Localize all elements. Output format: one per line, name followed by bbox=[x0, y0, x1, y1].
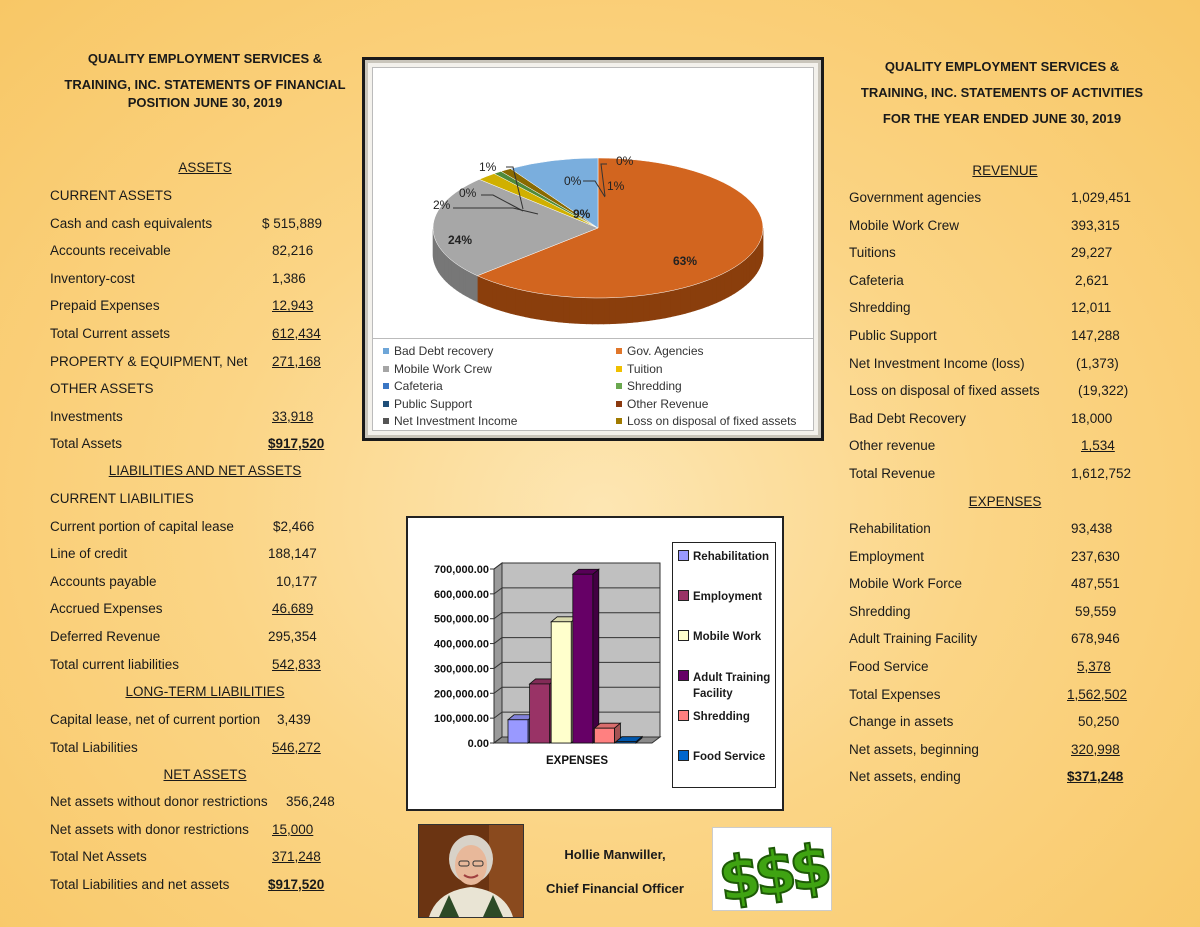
row-label: Line of credit bbox=[50, 546, 128, 562]
gov-agencies-slice-side bbox=[713, 277, 717, 305]
gov-agencies-slice-side bbox=[744, 259, 747, 287]
legend-label: Tuition bbox=[627, 361, 663, 376]
row-label: Mobile Work Force bbox=[849, 576, 963, 592]
row-label: Net assets, ending bbox=[849, 769, 961, 785]
legend-swatch bbox=[383, 366, 389, 372]
gov-agencies-slice-side bbox=[553, 295, 559, 322]
legend-label: Gov. Agencies bbox=[627, 344, 704, 358]
row-label: Rehabilitation bbox=[849, 521, 931, 536]
right-title-line2: TRAINING, INC. STATEMENTS OF ACTIVITIES bbox=[860, 85, 1144, 100]
gov-agencies-slice-side bbox=[717, 275, 721, 303]
bar-legend-item bbox=[678, 750, 765, 763]
legend-swatch bbox=[616, 418, 622, 424]
row-label: CURRENT LIABILITIES bbox=[50, 491, 194, 506]
mobile-work-crew-slice-side bbox=[444, 253, 446, 281]
row-label: Net assets with donor restrictions bbox=[50, 821, 249, 837]
row-label: Accrued Expenses bbox=[50, 601, 163, 617]
gov-agencies-slice-side bbox=[728, 269, 731, 297]
gov-agencies-slice-side bbox=[586, 298, 592, 324]
row-label: Current portion of capital lease bbox=[50, 518, 234, 534]
gov-agencies-slice-side bbox=[731, 267, 734, 295]
legend-label: Adult Training Facility bbox=[693, 672, 771, 700]
gov-agencies-slice-side bbox=[681, 287, 686, 314]
gov-agencies-slice-side bbox=[526, 291, 531, 318]
gov-agencies-slice-side bbox=[592, 298, 598, 324]
row-label: Cafeteria bbox=[849, 272, 904, 288]
right-title-line1: QUALITY EMPLOYMENT SERVICES & bbox=[884, 59, 1120, 74]
gov-agencies-slice-side bbox=[506, 286, 511, 313]
pie-chart-graphic bbox=[373, 68, 819, 338]
legend-label: Shredding bbox=[627, 379, 682, 394]
pie-legend-item bbox=[616, 397, 708, 411]
pie-legend-item bbox=[383, 379, 443, 393]
gov-agencies-slice-side bbox=[627, 296, 633, 322]
pie-slice-label: 1% bbox=[479, 160, 497, 174]
legend-swatch bbox=[678, 750, 689, 761]
mobile-work-crew-slice-side bbox=[463, 268, 466, 296]
left-title-line3: POSITION JUNE 30, 2019 bbox=[127, 95, 283, 110]
y-tick-label: 400,000.00 bbox=[433, 638, 489, 651]
row-value: 5,378 bbox=[1077, 659, 1111, 674]
row-value: 612,434 bbox=[272, 326, 321, 341]
row-label: Shredding bbox=[849, 603, 911, 619]
gov-agencies-slice-side bbox=[751, 252, 753, 280]
row-label: Accounts receivable bbox=[50, 243, 171, 259]
pie-legend-item bbox=[616, 414, 796, 428]
pie-slice-label: 9% bbox=[573, 207, 591, 221]
legend-swatch bbox=[678, 670, 689, 681]
gov-agencies-slice-side bbox=[610, 298, 616, 324]
row-label: Mobile Work Crew bbox=[849, 217, 960, 233]
legend-label: Mobile Work bbox=[693, 631, 762, 643]
gov-agencies-slice-side bbox=[660, 292, 665, 319]
mobile-work-crew-slice-side bbox=[451, 260, 454, 288]
row-value: 542,833 bbox=[272, 656, 321, 672]
row-label: Government agencies bbox=[849, 190, 982, 205]
row-label: Employment bbox=[849, 548, 925, 564]
gov-agencies-slice-side bbox=[632, 296, 638, 323]
dollar-signs-icon: $$$ bbox=[714, 831, 831, 910]
left-title-line1: QUALITY EMPLOYMENT SERVICES & bbox=[87, 51, 323, 66]
legend-label: Other Revenue bbox=[627, 396, 709, 411]
gov-agencies-slice-side bbox=[670, 290, 675, 317]
gov-agencies-slice-side bbox=[638, 295, 644, 322]
gov-agencies-slice-side bbox=[516, 289, 521, 316]
gov-agencies-slice-side bbox=[488, 280, 492, 308]
gov-agencies-slice-side bbox=[547, 295, 553, 322]
gov-agencies-slice-side bbox=[735, 265, 738, 293]
expenses-bar-chart bbox=[406, 516, 784, 811]
legend-swatch bbox=[616, 348, 622, 354]
pie-slice-label: 0% bbox=[459, 186, 477, 200]
gov-agencies-slice-side bbox=[724, 271, 728, 299]
row-label: Total current liabilities bbox=[50, 656, 180, 672]
legend-swatch bbox=[383, 383, 389, 389]
row-label: Inventory-cost bbox=[50, 270, 135, 286]
portrait-image bbox=[419, 825, 523, 917]
row-value: $371,248 bbox=[1067, 769, 1124, 785]
row-label: Total Expenses bbox=[849, 686, 941, 702]
row-label: Bad Debt Recovery bbox=[849, 410, 967, 426]
row-value: 237,630 bbox=[1071, 548, 1120, 564]
y-tick-label: 200,000.00 bbox=[433, 688, 489, 701]
pie-legend-item bbox=[383, 344, 493, 358]
row-value: 371,248 bbox=[272, 849, 321, 865]
revenue-heading: REVENUE bbox=[972, 163, 1038, 178]
gov-agencies-slice-side bbox=[598, 298, 604, 324]
row-value: 10,177 bbox=[276, 573, 318, 589]
legend-swatch bbox=[678, 630, 689, 641]
row-label: Shredding bbox=[849, 300, 911, 316]
gov-agencies-slice-side bbox=[542, 294, 547, 321]
pie-legend-item bbox=[616, 379, 682, 393]
cfo-photo bbox=[418, 824, 524, 918]
row-value: 271,168 bbox=[272, 353, 321, 369]
pie-slice-label: 2% bbox=[433, 198, 451, 212]
row-value: 50,250 bbox=[1078, 714, 1120, 730]
pie-legend-item bbox=[616, 362, 663, 376]
row-value: 295,354 bbox=[268, 629, 317, 644]
left-title-line2: TRAINING, INC. STATEMENTS OF FINANCIAL bbox=[64, 77, 346, 92]
bar-legend-item bbox=[678, 710, 750, 723]
cfo-caption bbox=[530, 838, 700, 906]
row-label: Net assets, beginning bbox=[849, 741, 979, 757]
long-term-liabilities-heading: LONG-TERM LIABILITIES bbox=[125, 684, 285, 699]
row-label: Net assets without donor restrictions bbox=[50, 794, 268, 809]
gov-agencies-slice-side bbox=[558, 296, 564, 323]
mobile-work-crew-slice-side bbox=[454, 262, 457, 290]
row-value: 147,288 bbox=[1071, 328, 1120, 343]
gov-agencies-slice-side bbox=[581, 298, 587, 324]
row-label: Prepaid Expenses bbox=[50, 298, 160, 314]
gov-agencies-slice-side bbox=[604, 298, 610, 324]
y-tick-label: 600,000.00 bbox=[433, 588, 489, 601]
y-tick-label: 100,000.00 bbox=[433, 713, 489, 726]
liabilities-heading: LIABILITIES AND NET ASSETS bbox=[108, 463, 302, 478]
row-value: 1,029,451 bbox=[1071, 190, 1132, 205]
legend-swatch bbox=[383, 418, 389, 424]
legend-swatch bbox=[678, 590, 689, 601]
plot-side-wall bbox=[494, 563, 502, 743]
gov-agencies-slice-side bbox=[575, 297, 581, 323]
row-value: 393,315 bbox=[1071, 217, 1120, 233]
pie-slice-label: 0% bbox=[616, 154, 634, 168]
mobile-work-crew-slice-side bbox=[470, 272, 474, 300]
bar-mobile-work bbox=[551, 622, 571, 743]
legend-swatch bbox=[383, 401, 389, 407]
row-value: 1,612,752 bbox=[1071, 466, 1132, 481]
row-label: Change in assets bbox=[849, 714, 954, 730]
row-value: 12,943 bbox=[272, 298, 314, 314]
right-title bbox=[852, 54, 1152, 132]
row-value: 487,551 bbox=[1071, 576, 1120, 592]
pie-slice-label: 24% bbox=[448, 233, 473, 247]
legend-label: Food Service bbox=[693, 751, 766, 763]
bar-legend-item bbox=[678, 670, 777, 702]
legend-swatch bbox=[616, 366, 622, 372]
row-value: $ 515,889 bbox=[262, 215, 323, 231]
bar-shredding bbox=[594, 728, 614, 743]
gov-agencies-slice-side bbox=[531, 292, 536, 319]
gov-agencies-slice-side bbox=[569, 297, 575, 323]
legend-swatch bbox=[678, 550, 689, 561]
row-value: 59,559 bbox=[1075, 603, 1117, 619]
row-value: 356,248 bbox=[286, 794, 335, 809]
row-value: 12,011 bbox=[1071, 300, 1112, 316]
row-value: 678,946 bbox=[1071, 631, 1120, 647]
row-value: 188,147 bbox=[268, 546, 317, 562]
row-value: 29,227 bbox=[1071, 245, 1113, 261]
revenue-pie-chart bbox=[362, 57, 824, 441]
y-tick-label: 0.00 bbox=[467, 738, 489, 750]
gov-agencies-slice-side bbox=[654, 293, 659, 320]
legend-label: Loss on disposal of fixed assets bbox=[627, 414, 797, 429]
y-tick-label: 700,000.00 bbox=[433, 564, 489, 576]
y-tick-label: 500,000.00 bbox=[433, 613, 489, 626]
pie-legend-item bbox=[383, 397, 472, 411]
right-title-line3: FOR THE YEAR ENDED JUNE 30, 2019 bbox=[882, 111, 1122, 126]
legend-label: Net Investment Income bbox=[394, 414, 518, 429]
gov-agencies-slice-side bbox=[746, 256, 748, 284]
row-label: Adult Training Facility bbox=[849, 631, 978, 647]
mobile-work-crew-slice-side bbox=[448, 258, 451, 286]
row-label: Investments bbox=[50, 408, 123, 424]
mobile-work-crew-slice-side bbox=[446, 255, 448, 283]
cfo-role: Chief Financial Officer bbox=[546, 881, 684, 896]
pie-slice-label: 63% bbox=[673, 254, 698, 268]
assets-heading: ASSETS bbox=[178, 160, 232, 175]
gov-agencies-slice-side bbox=[708, 278, 712, 306]
gov-agencies-slice-side bbox=[501, 285, 506, 312]
y-tick-label: 300,000.00 bbox=[433, 663, 489, 676]
mobile-work-crew-slice-side bbox=[473, 274, 477, 302]
legend-label: Employment bbox=[693, 591, 763, 603]
row-label: OTHER ASSETS bbox=[50, 381, 154, 397]
row-value: 320,998 bbox=[1071, 741, 1120, 757]
row-value: $917,520 bbox=[268, 436, 325, 452]
row-label: Tuitions bbox=[849, 245, 896, 261]
row-label: Loss on disposal of fixed assets bbox=[849, 383, 1040, 399]
row-label: Total Current assets bbox=[50, 326, 171, 341]
row-value: 3,439 bbox=[277, 712, 311, 727]
row-value: 46,689 bbox=[272, 601, 314, 617]
row-value: 1,386 bbox=[272, 270, 306, 286]
gov-agencies-slice-side bbox=[483, 278, 487, 306]
gov-agencies-slice-side bbox=[690, 285, 695, 312]
row-value: $917,520 bbox=[268, 876, 325, 892]
row-value: $2,466 bbox=[273, 518, 315, 534]
row-value: 546,272 bbox=[272, 739, 321, 755]
legend-label: Public Support bbox=[394, 396, 473, 411]
expenses-heading: EXPENSES bbox=[968, 494, 1042, 509]
mobile-work-crew-slice-side bbox=[466, 270, 470, 298]
gov-agencies-slice-side bbox=[496, 283, 501, 310]
row-label: Deferred Revenue bbox=[50, 629, 161, 644]
bar-food-service bbox=[616, 742, 636, 743]
pie-legend-item bbox=[383, 414, 517, 428]
gov-agencies-slice-side bbox=[749, 254, 751, 282]
legend-swatch bbox=[678, 710, 689, 721]
net-assets-heading: NET ASSETS bbox=[163, 767, 247, 782]
row-label: Capital lease, net of current portion bbox=[50, 712, 261, 727]
bar-side bbox=[593, 569, 599, 743]
cfo-name: Hollie Manwiller, bbox=[564, 847, 666, 862]
row-label: Cash and cash equivalents bbox=[50, 215, 213, 231]
pie-legend-item bbox=[383, 362, 492, 376]
gov-agencies-slice-side bbox=[492, 282, 496, 310]
legend-swatch bbox=[383, 348, 389, 354]
gov-agencies-slice-side bbox=[741, 261, 744, 289]
gov-agencies-slice-side bbox=[738, 263, 741, 291]
gov-agencies-slice-side bbox=[621, 297, 627, 323]
gov-agencies-slice-side bbox=[721, 273, 725, 301]
gov-agencies-slice-side bbox=[704, 280, 708, 308]
row-label: Total Liabilities bbox=[50, 739, 138, 755]
row-label: Net Investment Income (loss) bbox=[849, 355, 1025, 371]
bar-legend-item bbox=[678, 630, 761, 643]
left-title bbox=[40, 46, 370, 116]
gov-agencies-slice-side bbox=[695, 283, 700, 310]
legend-label: Shredding bbox=[693, 711, 750, 723]
row-label: CURRENT ASSETS bbox=[50, 188, 173, 203]
row-label: Total Liabilities and net assets bbox=[50, 876, 230, 892]
bar-adult-training-facility bbox=[573, 574, 593, 743]
pie-legend-item bbox=[616, 344, 704, 358]
row-label: PROPERTY & EQUIPMENT, Net bbox=[50, 353, 248, 369]
row-value: 15,000 bbox=[272, 821, 314, 837]
row-label: Total Revenue bbox=[849, 466, 936, 481]
gov-agencies-slice-side bbox=[536, 293, 541, 320]
pie-slice-label: 1% bbox=[607, 179, 625, 193]
gov-agencies-slice-side bbox=[521, 290, 526, 317]
legend-swatch bbox=[616, 401, 622, 407]
row-value: 18,000 bbox=[1071, 410, 1113, 426]
gov-agencies-slice-side bbox=[665, 291, 670, 318]
row-value: 2,621 bbox=[1075, 272, 1109, 288]
mobile-work-crew-slice-side bbox=[460, 266, 463, 294]
row-value: 33,918 bbox=[272, 408, 314, 424]
legend-label: Cafeteria bbox=[394, 379, 443, 394]
gov-agencies-slice-side bbox=[511, 287, 516, 314]
row-value: (1,373) bbox=[1076, 355, 1119, 371]
row-label: Public Support bbox=[849, 328, 937, 343]
gov-agencies-slice-side bbox=[564, 296, 570, 322]
row-value: 1,534 bbox=[1081, 438, 1115, 454]
row-label: Total Assets bbox=[50, 436, 123, 452]
gov-agencies-slice-side bbox=[479, 277, 483, 305]
dollar-signs-image bbox=[712, 827, 832, 911]
pie-slice-label: 0% bbox=[564, 174, 582, 188]
bar-rehabilitation bbox=[508, 720, 528, 743]
gov-agencies-slice-side bbox=[615, 297, 621, 323]
x-axis-label: EXPENSES bbox=[546, 755, 608, 767]
gov-agencies-slice-side bbox=[643, 295, 649, 322]
row-label: Accounts payable bbox=[50, 573, 157, 589]
row-value: (19,322) bbox=[1078, 383, 1129, 399]
legend-label: Bad Debt recovery bbox=[394, 344, 494, 358]
gov-agencies-slice-side bbox=[685, 286, 690, 313]
legend-swatch bbox=[616, 383, 622, 389]
gov-agencies-slice-side bbox=[675, 289, 680, 316]
gov-agencies-slice-side bbox=[700, 282, 704, 310]
gov-agencies-slice-side bbox=[649, 294, 654, 321]
mobile-work-crew-slice-side bbox=[457, 264, 460, 292]
bar-employment bbox=[530, 684, 550, 743]
row-value: 1,562,502 bbox=[1067, 686, 1128, 702]
bar-legend-item bbox=[678, 590, 762, 603]
row-label: Total Net Assets bbox=[50, 849, 147, 865]
row-value: 82,216 bbox=[272, 243, 314, 259]
legend-label: Mobile Work Crew bbox=[394, 361, 492, 376]
row-value: 93,438 bbox=[1071, 521, 1113, 536]
legend-label: Rehabilitation bbox=[693, 551, 770, 563]
row-label: Food Service bbox=[849, 659, 929, 674]
bar-legend-item bbox=[678, 550, 769, 563]
row-label: Other revenue bbox=[849, 438, 936, 454]
